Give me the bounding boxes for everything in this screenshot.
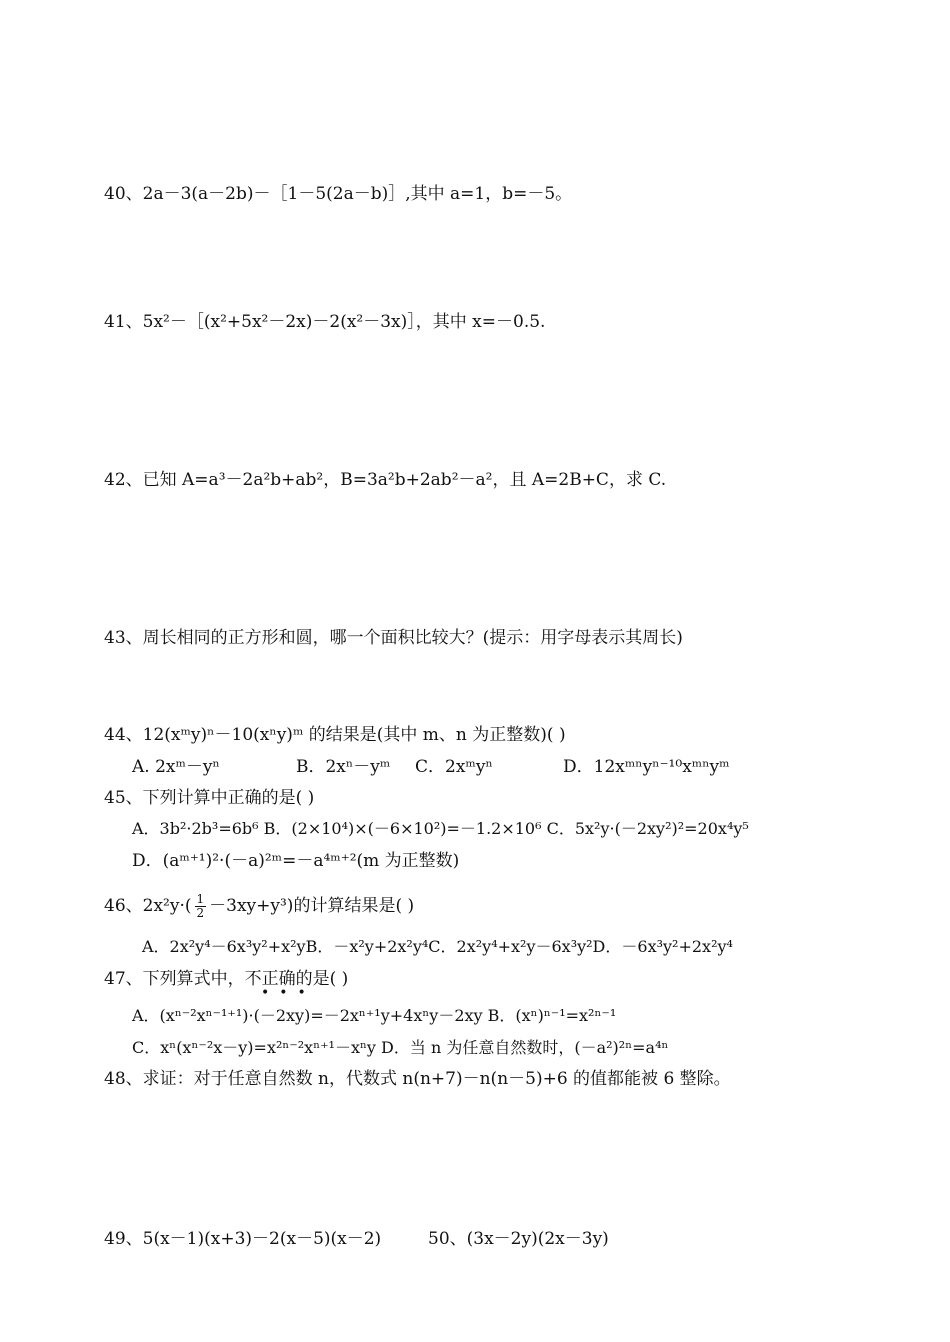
question-47-options-row1: A．(xⁿ⁻²xⁿ⁻¹⁺¹)·(－2xy)=－2xⁿ⁺¹y+4xⁿy－2xy B．(xⁿ)ⁿ⁻¹=x²ⁿ⁻¹	[132, 1006, 617, 1025]
question-46-options: A．2x²y⁴－6x³y²+x²yB．－x²y+2x²y⁴C．2x²y⁴+x²y－6x³y²D．－6x³y²+2x²y⁴	[142, 937, 733, 956]
question-41: 41、5x²－［(x²+5x²－2x)－2(x²－3x)］，其中 x=－0.5.	[104, 312, 546, 332]
question-44-option-d: D．12xᵐⁿyⁿ⁻¹⁰xᵐⁿyᵐ	[563, 757, 730, 777]
question-45-options-row1: A．3b²·2b³=6b⁶ B．(2×10⁴)×(－6×10²)=－1.2×10⁶ C．5x²y·(－2xy²)²=20x⁴y⁵	[132, 819, 749, 838]
question-44-stem: 44、12(xᵐy)ⁿ－10(xⁿy)ᵐ 的结果是(其中 m、n 为正整数)( )	[104, 725, 566, 745]
question-44-option-c: C．2xᵐyⁿ	[415, 757, 493, 777]
question-40: 40、2a－3(a－2b)－［1－5(2a－b)］,其中 a=1，b=－5。	[104, 184, 573, 204]
question-48: 48、求证：对于任意自然数 n，代数式 n(n+7)－n(n－5)+6 的值都能被 6 整除。	[104, 1069, 731, 1089]
question-45-options-row2: D．(aᵐ⁺¹)²·(－a)²ᵐ=－a⁴ᵐ⁺²(m 为正整数)	[132, 851, 460, 871]
emphasis-dots: •••	[261, 985, 316, 1001]
question-50: 50、(3x－2y)(2x－3y)	[428, 1229, 609, 1249]
question-44-option-b: B．2xⁿ－yᵐ	[296, 757, 391, 777]
question-43: 43、周长相同的正方形和圆，哪一个面积比较大？(提示：用字母表示其周长)	[104, 628, 683, 648]
question-47-stem: 47、下列算式中，不正确的是( )	[104, 969, 349, 989]
fraction-numerator: 1	[196, 892, 205, 906]
question-49: 49、5(x－1)(x+3)－2(x－5)(x－2)	[104, 1229, 382, 1249]
fraction-denominator: 2	[196, 906, 205, 920]
fraction-one-half	[195, 893, 207, 920]
question-47-options-row2: C．xⁿ(xⁿ⁻²x－y)=x²ⁿ⁻²xⁿ⁺¹－xⁿy D．当 n 为任意自然数时，(－a²)²ⁿ=a⁴ⁿ	[132, 1038, 669, 1057]
question-44-option-a: A. 2xᵐ－yⁿ	[132, 757, 220, 777]
question-46-stem	[104, 893, 414, 920]
question-42: 42、已知 A=a³－2a²b+ab²，B=3a²b+2ab²－a²，且 A=2B+C，求 C.	[104, 470, 667, 490]
question-46-stem-post: －3xy+y³)的计算结果是( )	[209, 896, 415, 916]
question-45-stem: 45、下列计算中正确的是( )	[104, 788, 315, 808]
question-46-stem-pre: 46、2x²y·(	[104, 896, 192, 916]
